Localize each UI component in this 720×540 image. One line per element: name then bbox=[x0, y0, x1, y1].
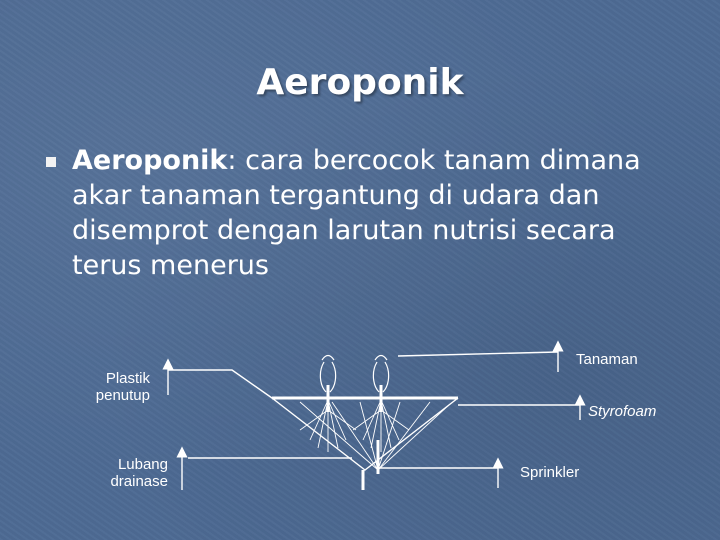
label-sprinkler: Sprinkler bbox=[520, 464, 580, 481]
label-penutup: penutup bbox=[95, 387, 150, 404]
label-plastik: Plastik bbox=[105, 370, 150, 387]
label-drainase: drainase bbox=[110, 473, 168, 490]
label-tanaman: Tanaman bbox=[576, 351, 638, 368]
tanaman-pointer bbox=[398, 352, 558, 356]
label-lubang: Lubang bbox=[117, 456, 168, 473]
bullet-definition: : cara bercocok tanam dimana akar tanaman tergantung di udara dan disemprot dengan larutan nutrisi secara terus menerus bbox=[72, 145, 641, 281]
slide-title: Aeroponik bbox=[256, 62, 464, 103]
plant-right-icon bbox=[353, 356, 409, 453]
label-styrofoam: Styrofoam bbox=[588, 403, 657, 420]
plastic-cover bbox=[168, 370, 458, 398]
bullet-term: Aeroponik bbox=[72, 145, 228, 176]
plant-left-icon bbox=[300, 356, 356, 453]
label-plastik-penutup bbox=[70, 370, 150, 404]
label-lubang-drainase bbox=[78, 456, 168, 490]
